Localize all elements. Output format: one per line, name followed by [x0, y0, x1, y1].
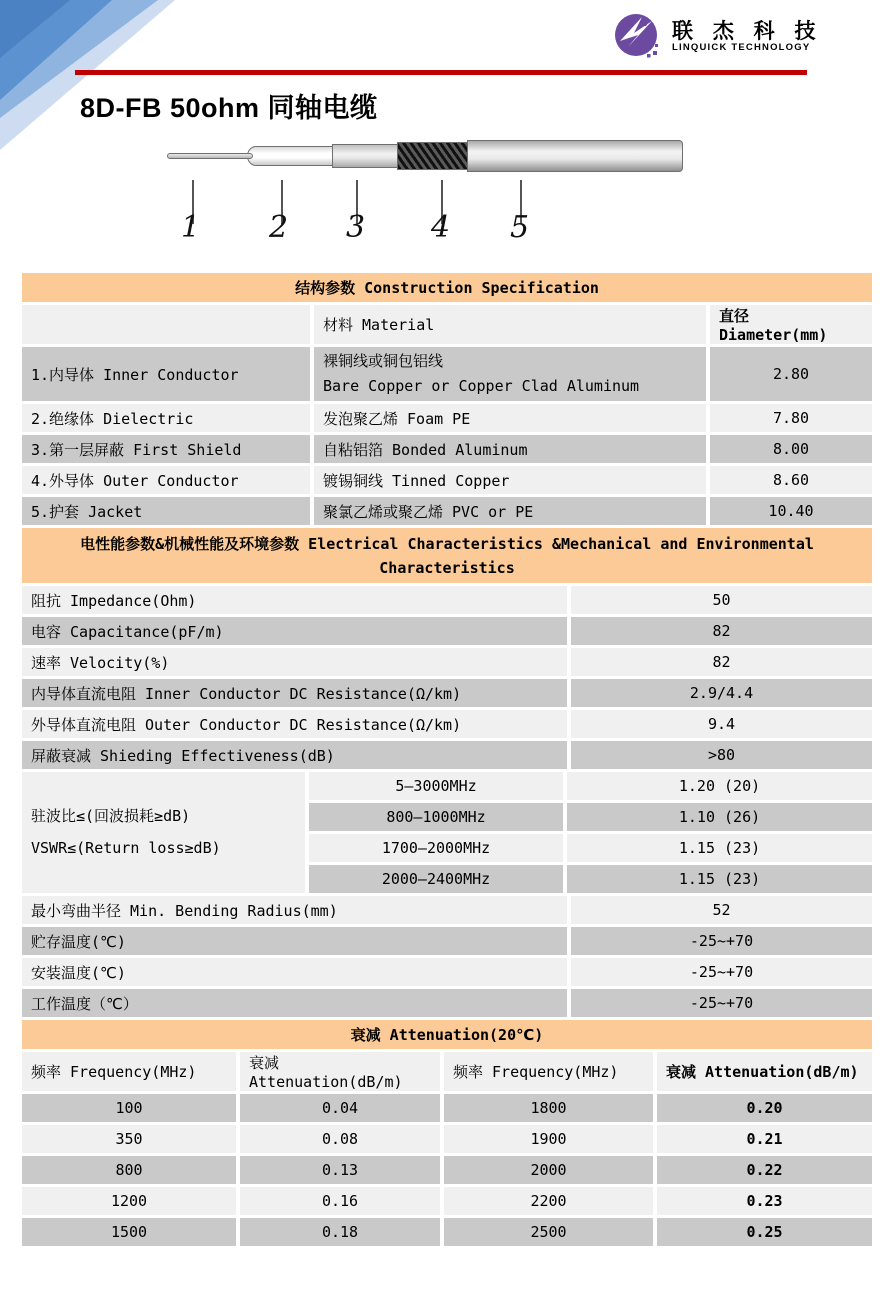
spec-tables: [22, 273, 872, 1246]
attenuation-freq1: 1200: [22, 1187, 236, 1215]
material-cn: 裸铜线或铜包铝线: [323, 351, 444, 370]
vswr-value: 1.15 (23): [567, 865, 872, 893]
electrical-row-value: 50: [571, 586, 872, 614]
electrical-row-label: 速率 Velocity(%): [22, 648, 567, 676]
electrical-row-label: 内导体直流电阻 Inner Conductor DC Resistance(Ω/km): [22, 679, 567, 707]
attenuation-freq2: 1900: [444, 1125, 653, 1153]
construction-row-part: 1.内导体 Inner Conductor: [22, 347, 310, 401]
construction-row-part: 3.第一层屏蔽 First Shield: [22, 435, 310, 463]
electrical-row-value: 82: [571, 648, 872, 676]
electrical-title-line2: Characteristics: [379, 558, 515, 577]
mech-row-label: 安装温度(℃): [22, 958, 567, 986]
attenuation-att1: 0.08: [240, 1125, 440, 1153]
diagram-label-4: 4: [431, 210, 451, 245]
linquick-logo-icon: [612, 11, 664, 63]
vswr-range: 1700—2000MHz: [309, 834, 563, 862]
vswr-range: 5—3000MHz: [309, 772, 563, 800]
vswr-value: 1.20 (20): [567, 772, 872, 800]
mech-row-label: 工作温度（℃）: [22, 989, 567, 1017]
cable-shield-segment: [332, 144, 398, 168]
attenuation-header-freq2: 频率 Frequency(MHz): [444, 1052, 653, 1091]
attenuation-freq1: 1500: [22, 1218, 236, 1246]
attenuation-freq2: 2200: [444, 1187, 653, 1215]
construction-row-diameter: 10.40: [710, 497, 872, 525]
construction-row-diameter: 8.60: [710, 466, 872, 494]
vswr-table: [22, 772, 872, 893]
attenuation-att1: 0.13: [240, 1156, 440, 1184]
diagram-label-2: 2: [269, 210, 289, 245]
mech-row-value: 52: [571, 896, 872, 924]
attenuation-att2: 0.20: [657, 1094, 872, 1122]
cable-braid-segment: [397, 142, 468, 170]
attenuation-freq1: 800: [22, 1156, 236, 1184]
diagram-label-3: 3: [346, 210, 366, 245]
electrical-row-label: 屏蔽衰减 Shieding Effectiveness(dB): [22, 741, 567, 769]
construction-row-diameter: 7.80: [710, 404, 872, 432]
vswr-label-cn: 驻波比≤(回波损耗≥dB): [31, 807, 191, 825]
construction-section-header: 结构参数 Construction Specification: [22, 273, 872, 302]
attenuation-att1: 0.16: [240, 1187, 440, 1215]
attenuation-table: [22, 1052, 872, 1246]
mech-row-value: -25~+70: [571, 958, 872, 986]
vswr-value: 1.10 (26): [567, 803, 872, 831]
vswr-value: 1.15 (23): [567, 834, 872, 862]
company-logo: [612, 6, 822, 68]
construction-header-blank: [22, 305, 310, 344]
cable-dielectric-segment: [247, 146, 333, 166]
construction-row-material: 自粘铝箔 Bonded Aluminum: [314, 435, 706, 463]
construction-row-material: [314, 347, 706, 401]
vswr-label-en: VSWR≤(Return loss≥dB): [31, 838, 221, 857]
mech-row-label: 贮存温度(℃): [22, 927, 567, 955]
construction-row-part: 2.绝缘体 Dielectric: [22, 404, 310, 432]
electrical-section-header: [22, 528, 872, 583]
attenuation-header-att2: 衰减 Attenuation(dB/m): [657, 1052, 872, 1091]
attenuation-att2: 0.21: [657, 1125, 872, 1153]
construction-row-material: 聚氯乙烯或聚乙烯 PVC or PE: [314, 497, 706, 525]
attenuation-att2: 0.22: [657, 1156, 872, 1184]
construction-table: [22, 305, 872, 525]
company-name-en: LINQUICK TECHNOLOGY: [672, 42, 811, 54]
attenuation-freq1: 350: [22, 1125, 236, 1153]
construction-row-diameter: 2.80: [710, 347, 872, 401]
material-en: Bare Copper or Copper Clad Aluminum: [323, 377, 640, 395]
attenuation-freq2: 1800: [444, 1094, 653, 1122]
construction-header-diameter: 直径 Diameter(mm): [710, 305, 872, 344]
attenuation-freq1: 100: [22, 1094, 236, 1122]
attenuation-freq2: 2500: [444, 1218, 653, 1246]
page-title: 8D-FB 50ohm 同轴电缆: [80, 93, 378, 123]
electrical-row-value: 9.4: [571, 710, 872, 738]
electrical-title-line1: 电性能参数&机械性能及环境参数 Electrical Characteristics &Mechanical and Environmental: [80, 534, 814, 553]
attenuation-section-header: 衰减 Attenuation(20℃): [22, 1020, 872, 1049]
attenuation-header-freq1: 频率 Frequency(MHz): [22, 1052, 236, 1091]
attenuation-freq2: 2000: [444, 1156, 653, 1184]
mech-row-value: -25~+70: [571, 989, 872, 1017]
diagram-label-1: 1: [181, 210, 201, 245]
attenuation-att1: 0.18: [240, 1218, 440, 1246]
mech-row-value: -25~+70: [571, 927, 872, 955]
attenuation-header-att1: 衰减 Attenuation(dB/m): [240, 1052, 440, 1091]
electrical-row-value: 82: [571, 617, 872, 645]
electrical-row-label: 外导体直流电阻 Outer Conductor DC Resistance(Ω/km): [22, 710, 567, 738]
electrical-row-value: >80: [571, 741, 872, 769]
cable-inner-conductor-segment: [167, 153, 253, 159]
electrical-row-label: 阻抗 Impedance(Ohm): [22, 586, 567, 614]
diagram-label-5: 5: [510, 210, 530, 245]
electrical-table: [22, 586, 872, 769]
construction-row-material: 发泡聚乙烯 Foam PE: [314, 404, 706, 432]
construction-header-material: 材料 Material: [314, 305, 706, 344]
attenuation-att2: 0.23: [657, 1187, 872, 1215]
attenuation-att2: 0.25: [657, 1218, 872, 1246]
construction-row-part: 4.外导体 Outer Conductor: [22, 466, 310, 494]
header-divider-line: [75, 70, 807, 75]
mech-row-label: 最小弯曲半径 Min. Bending Radius(mm): [22, 896, 567, 924]
construction-row-diameter: 8.00: [710, 435, 872, 463]
construction-row-part: 5.护套 Jacket: [22, 497, 310, 525]
attenuation-att1: 0.04: [240, 1094, 440, 1122]
company-name-cn: 联 杰 科 技: [672, 20, 823, 44]
electrical-row-value: 2.9/4.4: [571, 679, 872, 707]
vswr-range: 2000—2400MHz: [309, 865, 563, 893]
electrical-row-label: 电容 Capacitance(pF/m): [22, 617, 567, 645]
vswr-label: [22, 772, 305, 893]
vswr-range: 800—1000MHz: [309, 803, 563, 831]
cable-diagram: [150, 132, 710, 247]
construction-row-material: 镀锡铜线 Tinned Copper: [314, 466, 706, 494]
mechanical-table: [22, 896, 872, 1017]
cable-jacket-segment: [467, 140, 683, 172]
